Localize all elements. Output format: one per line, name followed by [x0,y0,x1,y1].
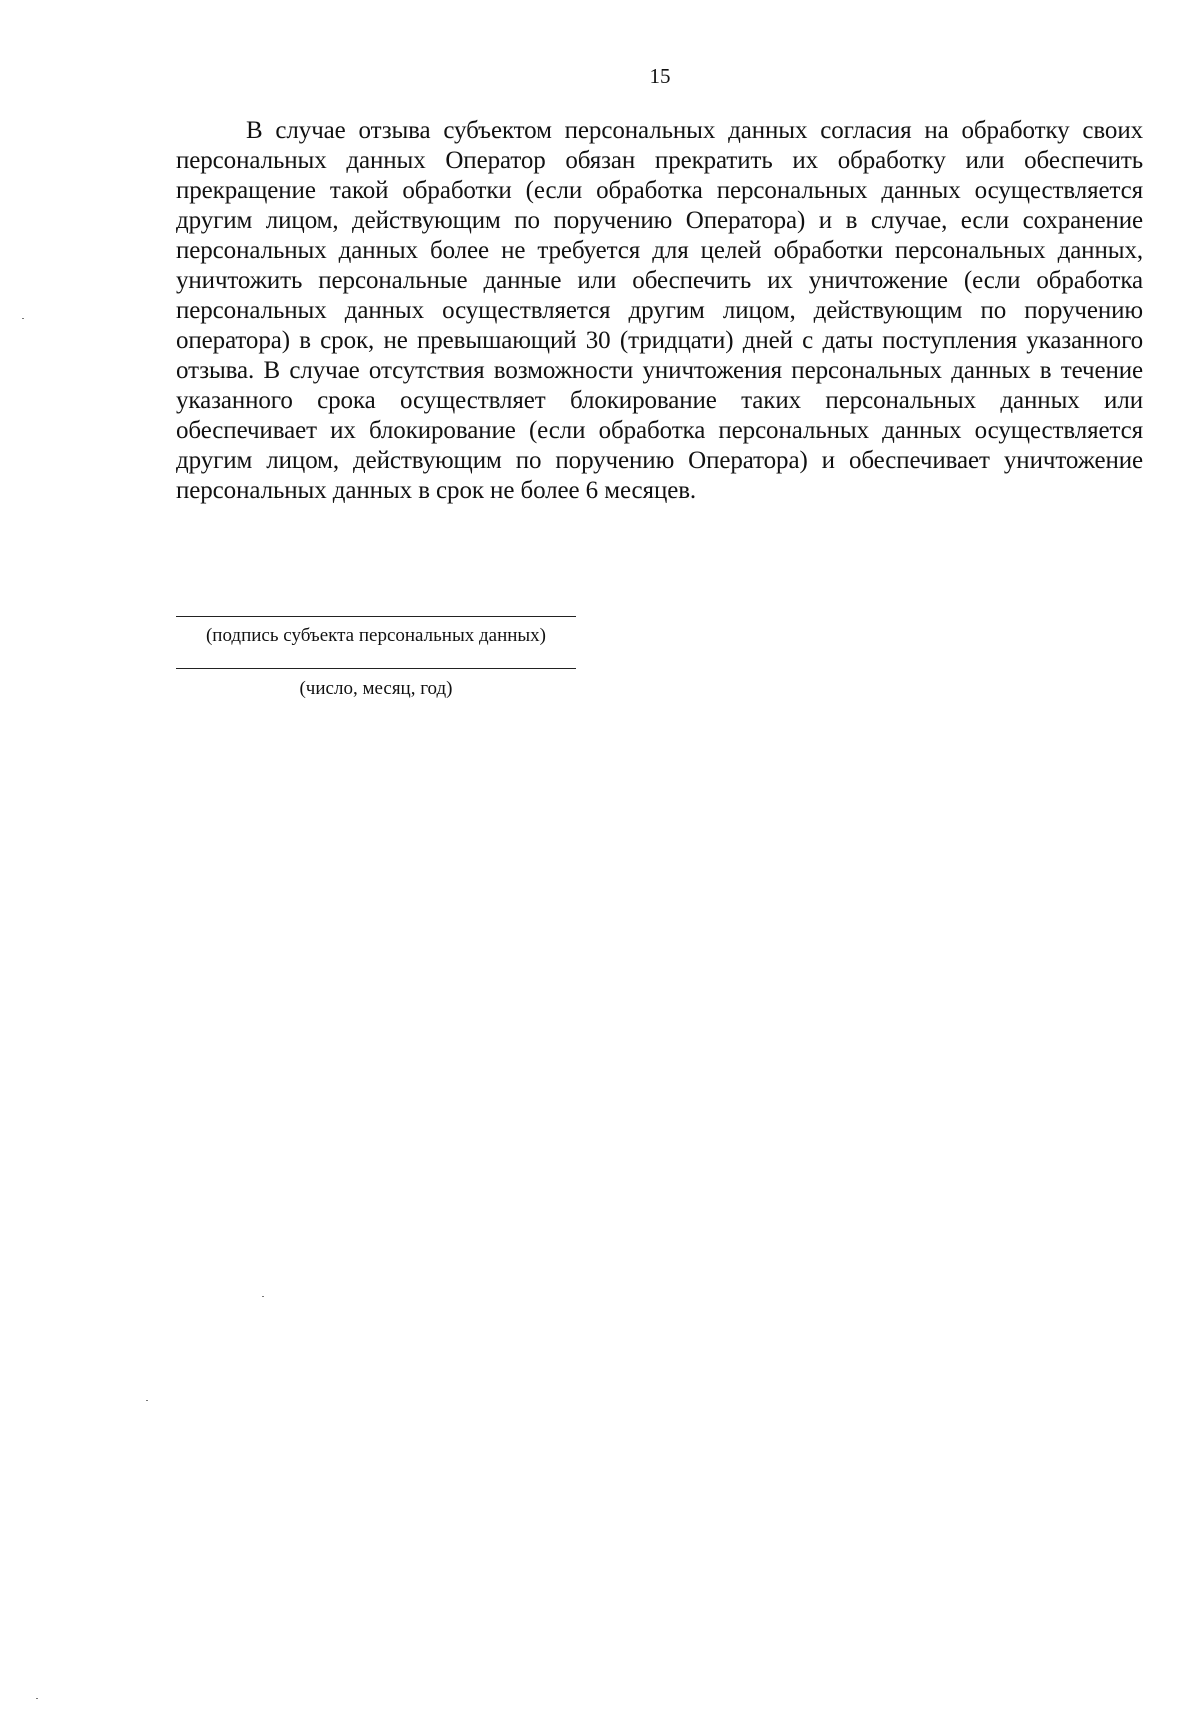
date-line [176,668,576,669]
scan-speck [262,1296,264,1297]
scan-speck [22,318,24,319]
date-caption: (число, месяц, год) [299,678,453,699]
signature-line [176,616,576,617]
scan-speck [146,1400,148,1401]
consent-withdrawal-paragraph: В случае отзыва субъектом персональных данных согласия на обработку своих персональных данных Оператор обязан прекратить их обработку или обеспечить прекращение такой обработки (если обработка персональных данных осуществляется другим лицом, действующим по поручению Оператора) и в случае, если сохранение персональных данных более не требуется для целей обработки персональных данных, уничтожить персональные данные или обеспечить их уничтожение (если обработка персональных данных осуществляется другим лицом, действующим по поручению оператора) в срок, не превышающий 30 (тридцати) дней с даты поступления указанного отзыва. В случае отсутствия возможности уничтожения персональных данных в течение указанного срока осуществляет блокирование таких персональных данных или обеспечивает их блокирование (если обработка персональных данных осуществляется другим лицом, действующим по поручению Оператора) и обеспечивает уничтожение персональных данных в срок не более 6 месяцев. [176,117,1143,504]
page-number: 15 [649,64,671,88]
scan-speck [36,1698,38,1699]
signature-caption: (подпись субъекта персональных данных) [205,625,547,646]
